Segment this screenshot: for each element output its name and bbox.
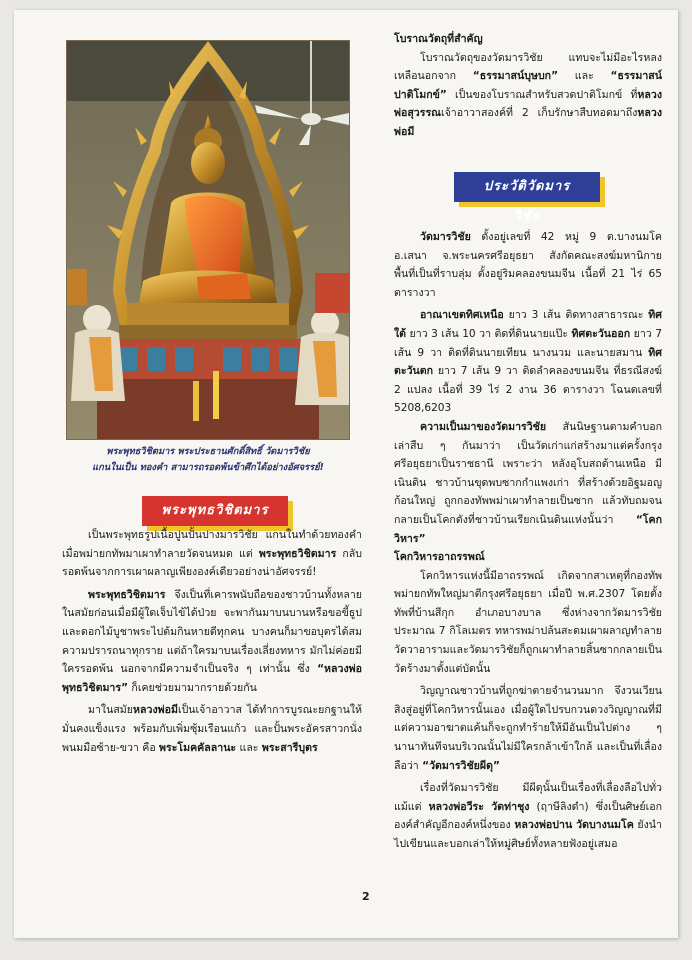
paragraph-buddha-origin: เป็นพระพุทธรูปเนื้อปูนปั้นปางมารวิชัย แกนในทำด้วยทองคำ เมื่อพม่ายกทัพมาเผาทำลายวัดจนหมด แต่ พระพุทธวิชิตมาร กลับรอดพ้นจากการเผาผลาญเพียงองค์เดียวอย่างน่าอัศจรรย์!	[62, 529, 363, 579]
paragraph-location: วัดมารวิชัย ตั้งอยู่เลขที่ 42 หมู่ 9 ต.บางนมโค อ.เสนา จ.พระนครศรีอยุธยา สังกัดคณะสงฆ์มหานิกาย พื้นที่เป็นที่ราบลุ่ม ตั้งอยู่ริมคลองขนมจีน เนื้อที่ 21 ไร่ 65 ตารางวา	[394, 231, 662, 299]
paragraph-spirits: วิญญาณชาวบ้านที่ถูกฆ่าตายจำนวนมาก จึงวนเวียนสิงสู่อยู่ที่โคกวิหารนั้นเอง เมื่อผู้ใดไปรบกวนดวงวิญญาณที่มีแต่ความอาฆาตแค้นก็จะถูกทำร้ายให้มีอันเป็นไปต่าง ๆ นานาทันทีจนบริเวณนั้นไม่มีใครกล้าเข้าใกล้ และเป็นที่เลื่องลือว่า “วัดมารวิชัยผีดุ”	[394, 685, 662, 772]
right-column-top	[394, 30, 662, 142]
paragraph-restoration: มาในสมัยหลวงพ่อมีเป็นเจ้าอาวาส ได้ทำการบูรณะยกฐานให้มั่นคงแข็งแรง พร้อมกับเพิ่มซุ้มเรือนแก้ว และปั้นพระอัครสาวกนั่งพนมมือซ้าย-ขวา คือ พระโมคคัลลานะ และ พระสารีบุตร	[62, 704, 362, 754]
left-column	[62, 526, 362, 757]
section-banner-history: ประวัติวัดมารวิชัย	[454, 172, 600, 202]
heading-antiques: โบราณวัตถุที่สำคัญ	[394, 33, 483, 45]
buddha-statue-photo	[66, 40, 350, 440]
page-number: 2	[362, 890, 370, 903]
paragraph-history: ความเป็นมาของวัดมารวิชัย สันนิษฐานตามคำบอกเล่าสืบ ๆ กันมาว่า เป็นวัดเก่าแก่สร้างมาแต่ครั้งกรุงศรีอยุธยาเป็นราชธานี เพราะว่า หลังอุโบสถด้านเหนือ มีเนินดิน ชาวบ้านขุดพบซากกำแพงเก่า ที่สร้างด้วยอิฐมอญก้อนใหญ่ ถูกกองทัพพม่าเผาทำลายเป็นซาก แล้วทับถมจนกลายเป็นโคกดังที่ชาวบ้านเรียกเนินดินแห่งนั้นว่า “โคกวิหาร”	[394, 420, 662, 545]
paragraph-haunted-origin: โคกวิหารแห่งนี้มีอาถรรพณ์ เกิดจากสาเหตุที่กองทัพพม่ายกทัพใหญ่มาตีกรุงศรีอยุธยา เมื่อปี พ.ศ.2307 โดยตั้งทัพที่บ้านสีกุก อำเภอบางบาล ซึ่งห่างจากวัดมารวิชัย ประมาณ 7 กิโลเมตร ทหารพม่าปล้นสะดมเผาผลาญทำลายวัดวาอารามและวัดมารวิชัยก็ถูกเผาทำลายสิ้นซากกลายเป็นวัดร้างมาตั้งแต่บัดนั้น	[394, 569, 662, 675]
paragraph-buddha-reverence: พระพุทธวิชิตมาร จึงเป็นที่เคารพนับถือของชาวบ้านทั้งหลายในสมัยก่อนเมื่อมีผู้ใดเจ็บไข้ได้ป่วย จะพากันมาบนบานหรือขอขี้ธูปและดอกไม้บูชาพระไปต้มกินหายดีทุกคน บางคนก็มาขอบุตรได้สมความปรารถนาทุกราย แต่ถ้าใครมาบนเรื่องเลี่ยงทหาร มักไม่ค่อยมีใครรอดพ้น นอกจากมีความจำเป็นจริง ๆ เท่านั้น ซึ่ง “หลวงพ่อพุทธวิชิตมาร” ก็เคยช่วยมามากรายด้วยกัน	[62, 588, 362, 694]
paragraph-antiques: โบราณวัตถุของวัดมารวิชัย แทบจะไม่มีอะไรหลงเหลือนอกจาก “ธรรมาสน์บุษบก” และ “ธรรมาสน์ปาติโมกข์” เป็นของโบราณสำหรับสวดปาติโมกข์ ที่หลวงพ่อสุวรรณเจ้าอาวาสองค์ที่ 2 เก็บรักษาสืบทอดมาถึงหลวงพ่อมี	[394, 51, 662, 138]
right-column-bottom	[394, 228, 662, 854]
heading-haunted-mound: โคกวิหารอาถรรพณ์	[394, 551, 485, 564]
section-banner-buddha: พระพุทธวิชิตมาร	[142, 496, 288, 526]
caption-line-2: แกนในเป็น ทองคำ สามารถรอดพ้นข้าศึกได้อย่างอัศจรรย์!	[92, 462, 324, 473]
paragraph-boundaries: อาณาเขตทิศเหนือ ยาว 3 เส้น ติดทางสาธารณะ ทิศใต้ ยาว 3 เส้น 10 วา ติดที่ดินนายแป๊ะ ทิศตะวันออก ยาว 7 เส้น 9 วา ติดที่ดินนายเทียน นางนวม และนายสมาน ทิศตะวันตก ยาว 7 เส้น 9 วา ติดลำคลองขนมจีน ที่ธรณีสงฆ์ 2 แปลง เนื้อที่ 39 ไร่ 2 งาน 36 ตารางวา โฉนดเลขที่ 5208,6203	[394, 309, 662, 415]
caption-line-1: พระพุทธวิชิตมาร พระประธานศักดิ์สิทธิ์ วัดมารวิชัย	[106, 446, 310, 457]
paragraph-legend: เรื่องที่วัดมารวิชัย มีผีดุนั้นเป็นเรื่องที่เลื่องลือไปทั่ว แม้แต่ หลวงพ่อวีระ วัดท่าชุง (ฤาษีลิงดำ) ซึ่งเป็นศิษย์เอกองค์สำคัญอีกองค์หนึ่งของ หลวงพ่อปาน วัดบางนมโค ยังนำไปเขียนและบอกเล่าให้หมู่ศิษย์ทั้งหลายฟังอยู่เสมอ	[394, 782, 662, 850]
photo-caption	[62, 444, 354, 476]
magazine-page	[14, 10, 678, 938]
